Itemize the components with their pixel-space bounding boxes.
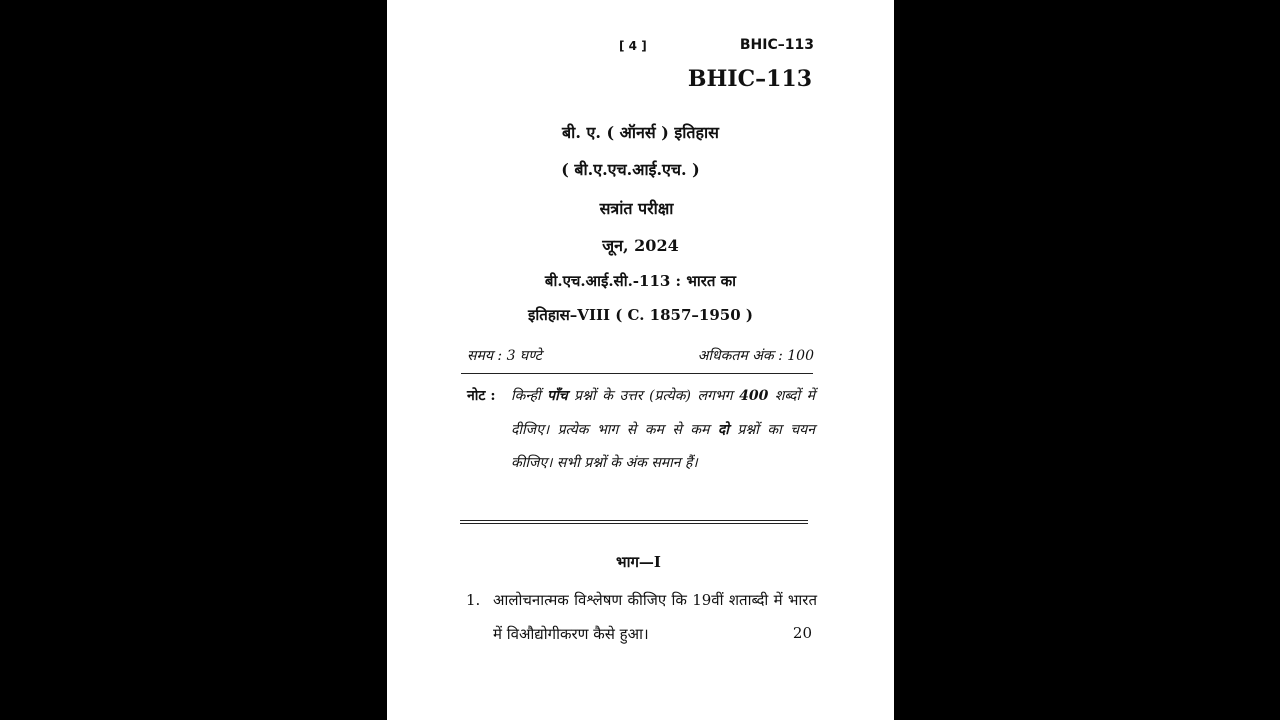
- section-heading: भाग—I: [616, 553, 661, 571]
- programme-code: ( बी.ए.एच.आई.एच. ): [561, 160, 700, 179]
- question-number: 1.: [466, 591, 481, 609]
- exam-session: जून, 2024: [602, 236, 679, 255]
- maximum-marks: अधिकतम अंक : 100: [697, 348, 814, 364]
- double-divider-line: [460, 520, 808, 524]
- exam-paper-page: [387, 0, 894, 720]
- programme-title: बी. ए. ( ऑनर्स ) इतिहास: [562, 123, 719, 142]
- course-code-title: BHIC–113: [687, 66, 812, 92]
- question-text: आलोचनात्मक विश्लेषण कीजिए कि 19वीं शताब्दी में भारत में विऔद्योगीकरण कैसे हुआ।: [493, 591, 817, 643]
- course-code-header: BHIC–113: [739, 37, 814, 53]
- note-label: नोट :: [467, 388, 496, 404]
- divider-line: [461, 373, 813, 374]
- question-marks: 20: [792, 624, 812, 642]
- page-number: [ 4 ]: [619, 39, 647, 53]
- course-title-line1: बी.एच.आई.सी.-113 : भारत का: [544, 272, 737, 290]
- exam-duration: समय : 3 घण्टे: [467, 348, 542, 364]
- exam-type: सत्रांत परीक्षा: [599, 199, 674, 218]
- note-instructions: किन्हीं पाँच प्रश्नों के उत्तर (प्रत्येक) लगभग 400 शब्दों में दीजिए। प्रत्येक भाग से कम से कम दो प्रश्नों का चयन कीजिए। सभी प्रश्नों के अंक समान हैं।: [511, 388, 816, 471]
- course-title-line2: इतिहास–VIII ( C. 1857–1950 ): [528, 306, 753, 324]
